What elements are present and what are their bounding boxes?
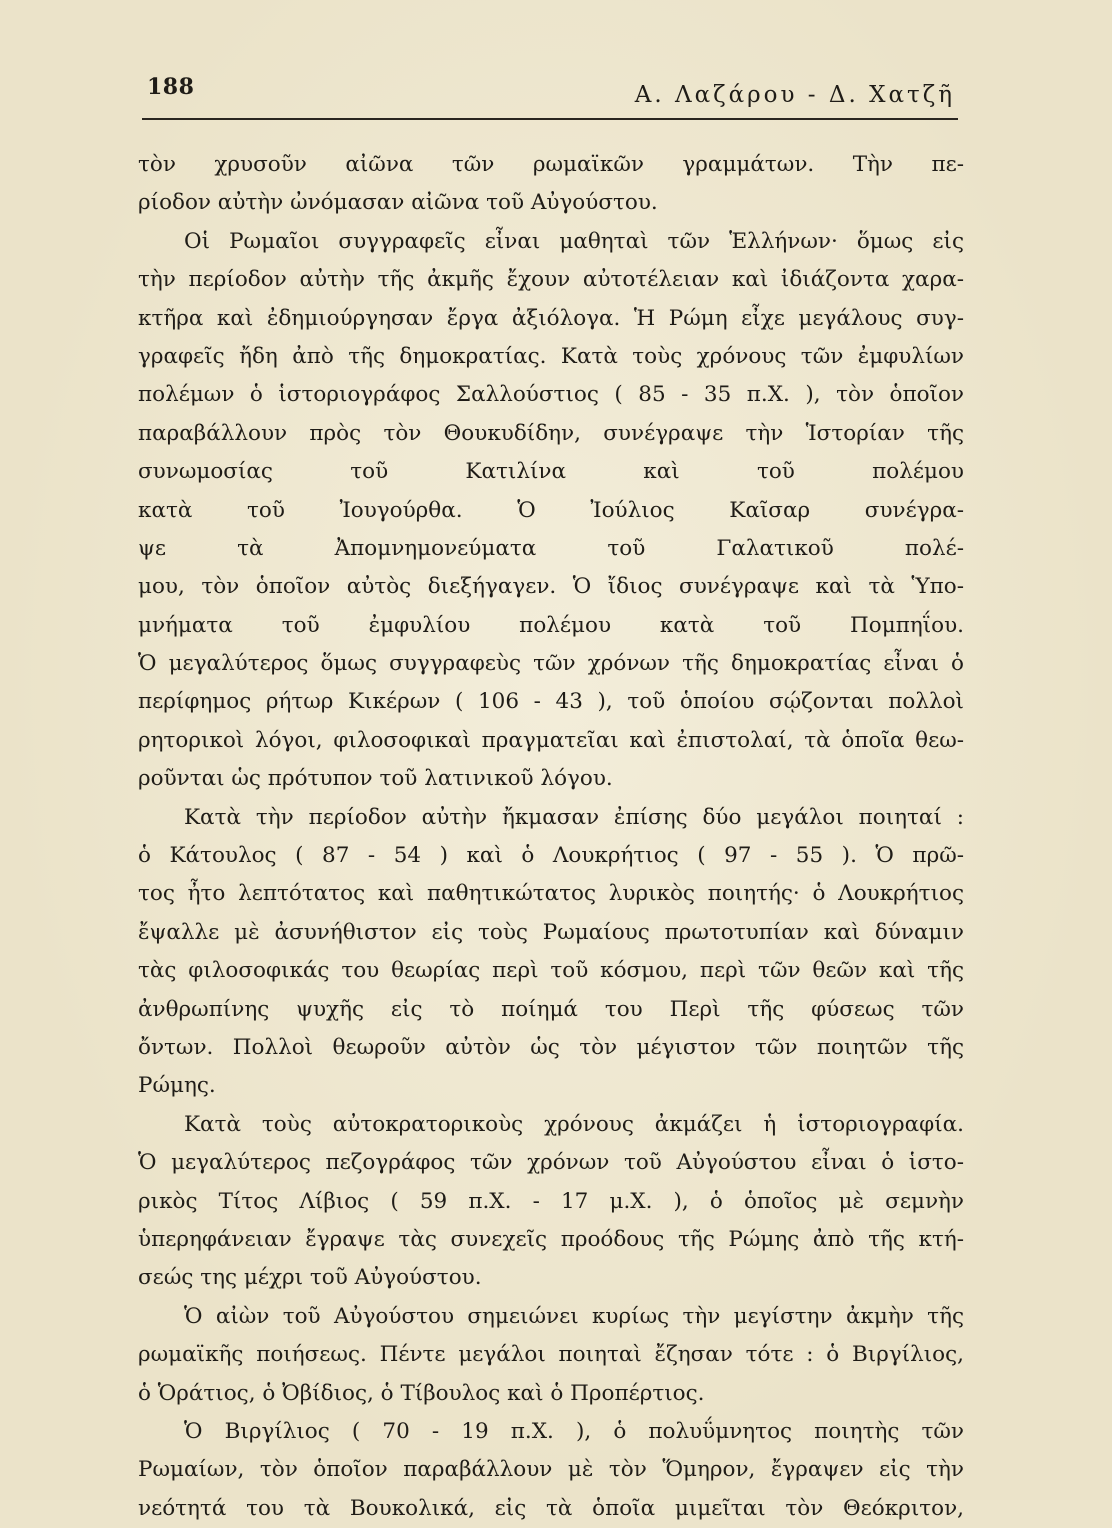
text-line: περίφημος ρήτωρ Κικέρων ( 106 - 43 ), τοῦ ὁποίου σῴζονται πολλοὶ xyxy=(138,689,964,715)
text-line: συνωμοσίας τοῦ Κατιλίνα καὶ τοῦ πολέμου xyxy=(138,459,964,485)
text-line: ρικὸς Τίτος Λίβιος ( 59 π.Χ. - 17 μ.Χ. ), ὁ ὁποῖος μὲ σεμνὴν xyxy=(138,1188,964,1214)
text-line: γραφεῖς ἤδη ἀπὸ τῆς δημοκρατίας. Κατὰ τοὺς χρόνους τῶν ἐμφυλίων xyxy=(138,343,964,369)
text-line: ἔψαλλε μὲ ἀσυνήθιστον εἰς τοὺς Ρωμαίους πρωτοτυπίαν καὶ δύναμιν xyxy=(138,919,964,945)
text-line: Οἱ Ρωμαῖοι συγγραφεῖς εἶναι μαθηταὶ τῶν Ἑλλήνων· ὅμως εἰς xyxy=(184,228,964,254)
text-line: ρίοδον αὐτὴν ὠνόμασαν αἰῶνα τοῦ Αὐγούστου. xyxy=(138,190,658,216)
text-line: πολέμων ὁ ἱστοριογράφος Σαλλούστιος ( 85 - 35 π.Χ. ), τὸν ὁποῖον xyxy=(138,382,964,408)
body-text xyxy=(138,146,964,1528)
text-line: τὰς φιλοσοφικάς του θεωρίας περὶ τοῦ κόσμου, περὶ τῶν θεῶν καὶ τῆς xyxy=(138,958,964,984)
text-line: μνήματα τοῦ ἐμφυλίου πολέμου κατὰ τοῦ Πομπηΐου. xyxy=(138,612,964,638)
text-line: κατὰ τοῦ Ἰουγούρθα. Ὁ Ἰούλιος Καῖσαρ συνέγρα- xyxy=(138,497,964,523)
text-line: ρητορικοὶ λόγοι, φιλοσοφικαὶ πραγματεῖαι καὶ ἐπιστολαί, τὰ ὁποῖα θεω- xyxy=(138,727,964,753)
text-line: ροῦνται ὡς πρότυπον τοῦ λατινικοῦ λόγου. xyxy=(138,766,613,792)
header-rule xyxy=(142,118,958,120)
text-line: Ὁ Βιργίλιος ( 70 - 19 π.Χ. ), ὁ πολυΰμνητος ποιητὴς τῶν xyxy=(184,1418,964,1444)
text-line: Ὁ μεγαλύτερος πεζογράφος τῶν χρόνων τοῦ Αὐγούστου εἶναι ὁ ἱστο- xyxy=(138,1150,964,1176)
text-line: σεώς της μέχρι τοῦ Αὐγούστου. xyxy=(138,1265,482,1291)
text-line: τὸν χρυσοῦν αἰῶνα τῶν ρωμαϊκῶν γραμμάτων. Τὴν πε- xyxy=(138,152,964,177)
text-line: Κατὰ τοὺς αὐτοκρατορικοὺς χρόνους ἀκμάζει ἡ ἱστοριογραφία. xyxy=(184,1111,964,1137)
text-line: Ρωμαίων, τὸν ὁποῖον παραβάλλουν μὲ τὸν Ὅμηρον, ἔγραψεν εἰς τὴν xyxy=(138,1457,964,1483)
text-line: Κατὰ τὴν περίοδον αὐτὴν ἤκμασαν ἐπίσης δύο μεγάλοι ποιηταί : xyxy=(184,804,964,830)
text-line: ὁ Κάτουλος ( 87 - 54 ) καὶ ὁ Λουκρήτιος ( 97 - 55 ). Ὁ πρῶ- xyxy=(138,843,964,869)
page-number: 188 xyxy=(147,74,195,100)
text-line: ἀνθρωπίνης ψυχῆς εἰς τὸ ποίημά του Περὶ τῆς φύσεως τῶν xyxy=(138,996,964,1022)
text-line: Ὁ μεγαλύτερος ὅμως συγγραφεὺς τῶν χρόνων τῆς δημοκρατίας εἶναι ὁ xyxy=(138,651,964,677)
text-line: κτῆρα καὶ ἐδημιούργησαν ἔργα ἀξιόλογα. Ἡ Ρώμη εἶχε μεγάλους συγ- xyxy=(138,305,964,331)
text-line: νεότητά του τὰ Βουκολικά, εἰς τὰ ὁποῖα μιμεῖται τὸν Θεόκριτον, xyxy=(138,1495,964,1521)
running-head: Α. Λαζάρου - Δ. Χατζῆ xyxy=(634,82,955,108)
text-line: τὴν περίοδον αὐτὴν τῆς ἀκμῆς ἔχουν αὐτοτέλειαν καὶ ἰδιάζοντα χαρα- xyxy=(138,267,964,293)
text-line: Ὁ αἰὼν τοῦ Αὐγούστου σημειώνει κυρίως τὴν μεγίστην ἀκμὴν τῆς xyxy=(184,1303,964,1329)
text-line: μου, τὸν ὁποῖον αὐτὸς διεξήγαγεν. Ὁ ἴδιος συνέγραψε καὶ τὰ Ὑπο- xyxy=(138,574,964,600)
text-line: ὑπερηφάνειαν ἔγραψε τὰς συνεχεῖς προόδους τῆς Ρώμης ἀπὸ τῆς κτή- xyxy=(138,1226,964,1252)
text-line: ὄντων. Πολλοὶ θεωροῦν αὐτὸν ὡς τὸν μέγιστον τῶν ποιητῶν τῆς xyxy=(138,1034,964,1060)
page-header xyxy=(147,74,955,118)
text-line: Ρώμης. xyxy=(138,1073,216,1099)
text-line: παραβάλλουν πρὸς τὸν Θουκυδίδην, συνέγραψε τὴν Ἱστορίαν τῆς xyxy=(138,420,964,446)
text-line: ψε τὰ Ἀπομνημονεύματα τοῦ Γαλατικοῦ πολέ- xyxy=(138,535,964,561)
text-line: ὁ Ὁράτιος, ὁ Ὀβίδιος, ὁ Τίβουλος καὶ ὁ Προπέρτιος. xyxy=(138,1380,705,1406)
text-line: ρωμαϊκῆς ποιήσεως. Πέντε μεγάλοι ποιηταὶ ἔζησαν τότε : ὁ Βιργίλιος, xyxy=(138,1342,964,1368)
text-line: τος ἦτο λεπτότατος καὶ παθητικώτατος λυρικὸς ποιητής· ὁ Λουκρήτιος xyxy=(138,881,964,907)
